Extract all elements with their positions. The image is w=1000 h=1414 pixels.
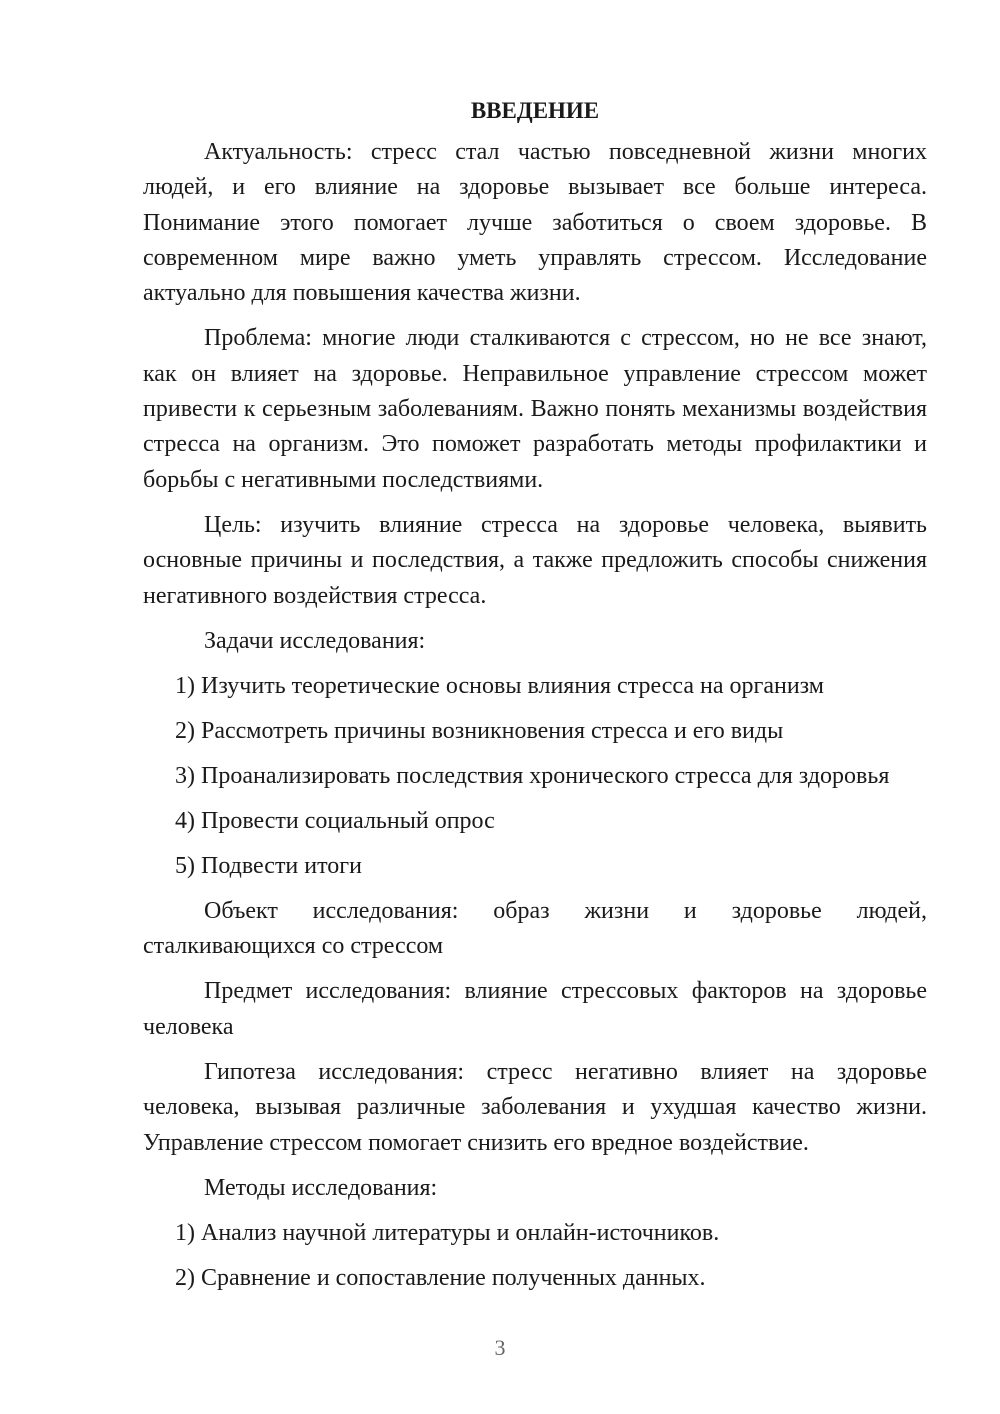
problem-paragraph: Проблема: многие люди сталкиваются с стрессом, но не все знают, как он влияет на здоровье. Неправильное управление стрессом может привести к серьезным заболеваниям. Важно понять механизмы воздействия стресса на организм. Это поможет разработать методы профилактики и борьбы с негативными последствиями. [143,325,927,493]
subject-paragraph: Предмет исследования: влияние стрессовых факторов на здоровье человека [143,978,927,1040]
relevance-paragraph: Актуальность: стресс стал частью повседневной жизни многих людей, и его влияние на здоровье вызывает все больше интереса. Понимание этого помогает лучше заботиться о своем здоровье. В современном мире важно уметь управлять стрессом. Исследование актуально для повышения качества жизни. [143,139,927,307]
page-number: 3 [494,1335,506,1360]
task-item: 5) Подвести итоги [175,852,362,879]
task-item: 4) Провести социальный опрос [175,807,495,834]
method-item: 2) Сравнение и сопоставление полученных данных. [175,1264,706,1291]
hypothesis-paragraph: Гипотеза исследования: стресс негативно влияет на здоровье человека, вызывая различные заболевания и ухудшая качество жизни. Управление стрессом помогает снизить его вредное воздействие. [143,1059,927,1156]
goal-paragraph: Цель: изучить влияние стресса на здоровье человека, выявить основные причины и последствия, а также предложить способы снижения негативного воздействия стресса. [143,511,927,609]
task-item: 2) Рассмотреть причины возникновения стресса и его виды [175,717,784,744]
task-item: 1) Изучить теоретические основы влияния стресса на организм [175,672,824,699]
tasks-label: Задачи исследования: [204,627,426,654]
section-title: ВВЕДЕНИЕ [470,98,600,123]
methods-list [143,1216,927,1296]
object-paragraph: Объект исследования: образ жизни и здоровье людей, сталкивающихся со стрессом [143,897,927,960]
page-content [143,94,927,1306]
tasks-list [143,669,927,884]
task-item: 3) Проанализировать последствия хронического стресса для здоровья [175,762,890,789]
methods-label: Методы исследования: [204,1174,438,1201]
method-item: 1) Анализ научной литературы и онлайн-источников. [175,1219,720,1246]
